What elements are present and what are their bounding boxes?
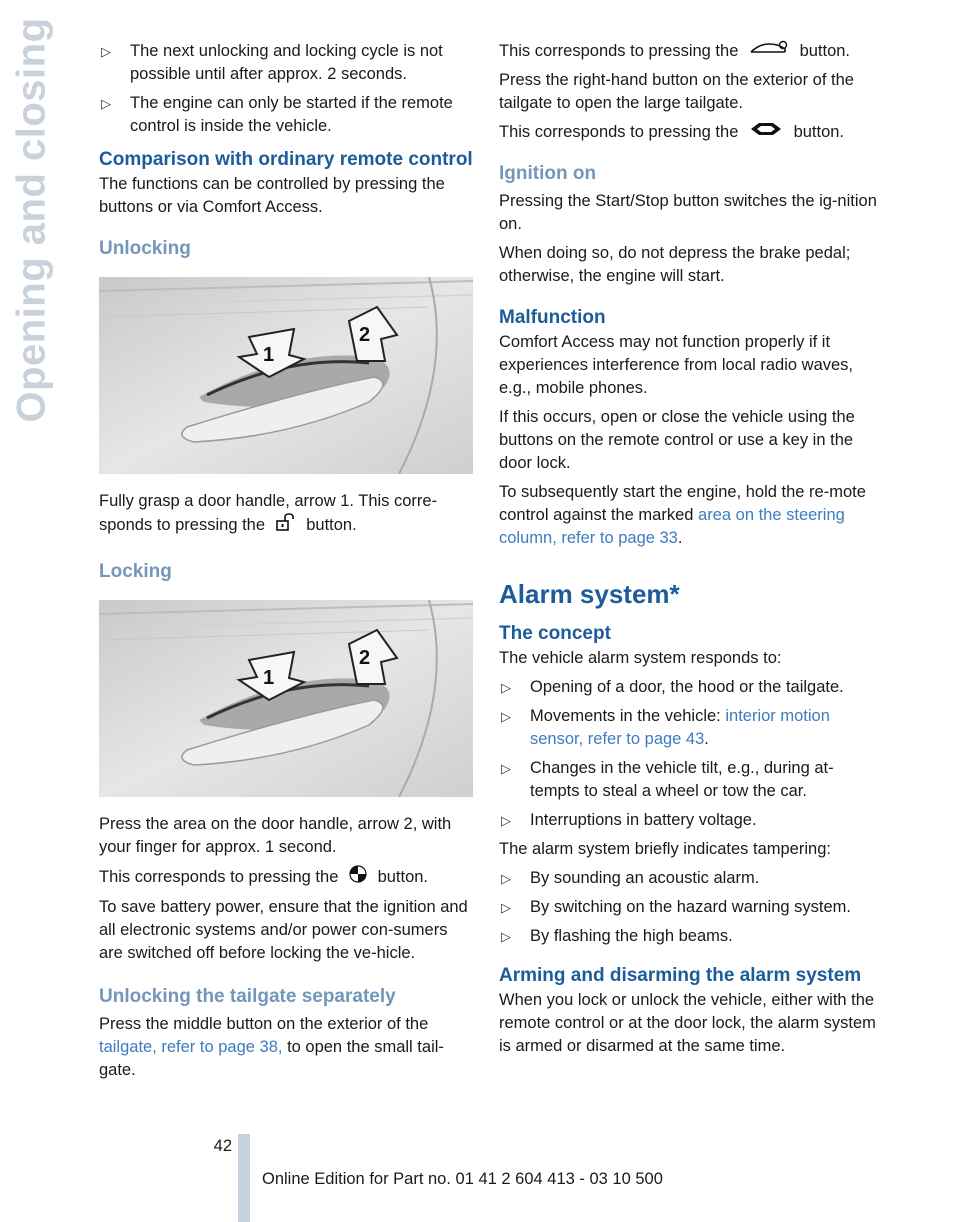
ignition-heading: Ignition on xyxy=(499,163,597,185)
top-bullet-list xyxy=(99,40,473,138)
right-column xyxy=(499,40,877,1064)
ignition-text-1: Pressing the Start/Stop button switches the ig-nition on. xyxy=(499,192,877,234)
footer-divider xyxy=(238,1134,250,1222)
locking-door-handle-image xyxy=(99,600,473,797)
large-tailgate-icon xyxy=(749,121,783,144)
malfunction-text-1: Comfort Access may not function properly if it experiences interference from local radio waves, e.g., mobile phones. xyxy=(499,333,854,398)
arrow-label-2: 2 xyxy=(359,647,371,669)
bullet-arrow-icon: ▷ xyxy=(501,929,511,945)
list-item: ▷ The next unlocking and locking cycle is not possible until after approx. 2 seconds. xyxy=(101,42,443,83)
tamper-intro: The alarm system briefly indicates tampering: xyxy=(499,840,831,859)
lock-button-icon xyxy=(349,865,367,890)
bullet-arrow-icon: ▷ xyxy=(101,44,111,59)
list-item: ▷ By flashing the high beams. xyxy=(499,925,877,948)
unlock-icon xyxy=(276,513,296,538)
corresponds-text-1: This corresponds to pressing the button. xyxy=(499,40,877,63)
ignition-text-2: When doing so, do not depress the brake pedal; otherwise, the engine will start. xyxy=(499,244,851,286)
concept-heading: The concept xyxy=(499,623,611,645)
bullet-arrow-icon: ▷ xyxy=(101,96,111,111)
locking-heading: Locking xyxy=(99,561,172,582)
bullet-arrow-icon: ▷ xyxy=(501,871,511,887)
alarm-system-heading: Alarm system* xyxy=(499,579,680,610)
arrow-label-2: 2 xyxy=(359,324,371,346)
malfunction-text-3: To subsequently start the engine, hold the re-mote control against the marked area on the steering column, refer to page 33. xyxy=(499,483,866,548)
battery-text: To save battery power, ensure that the ignition and all electronic systems and/or power con-sumers are switched off before locking the ve-hicle. xyxy=(99,898,468,962)
arrow-label-1: 1 xyxy=(263,667,275,689)
comparison-text: The functions can be controlled by pressing the buttons or via Comfort Access. xyxy=(99,175,445,216)
small-tailgate-icon xyxy=(749,40,789,63)
side-tab-title: Opening and closing xyxy=(9,17,54,423)
tamper-bullet-list xyxy=(499,867,877,948)
bullet-arrow-icon: ▷ xyxy=(501,761,511,777)
motion-sensor-page-link[interactable]: interior motion sensor, refer to page 43 xyxy=(530,707,830,749)
arrow-label-1: 1 xyxy=(263,344,275,366)
arming-text: When you lock or unlock the vehicle, either with the remote control or at the door lock, the alarm system is armed or disarmed at the same time. xyxy=(499,991,876,1056)
tailgate-text: Press the middle button on the exterior of the tailgate, refer to page 38, to open the small tail-gate. xyxy=(99,1015,444,1079)
unlocking-heading: Unlocking xyxy=(99,238,191,259)
unlocking-door-handle-image xyxy=(99,277,473,474)
list-item: ▷ Interruptions in battery voltage. xyxy=(499,809,877,832)
locking-text: Press the area on the door handle, arrow 2, with your finger for approx. 1 second. xyxy=(99,815,452,856)
concept-bullet-list xyxy=(499,676,877,832)
locking-corresponds-text: This corresponds to pressing the button. xyxy=(99,865,473,890)
footer-edition-text: Online Edition for Part no. 01 41 2 604 413 - 03 10 500 xyxy=(262,1170,663,1188)
concept-intro: The vehicle alarm system responds to: xyxy=(499,649,782,668)
malfunction-text-2: If this occurs, open or close the vehicle using the buttons on the remote control or use a key in the door lock. xyxy=(499,408,855,473)
list-item: ▷ Opening of a door, the hood or the tailgate. xyxy=(499,676,877,699)
arming-heading: Arming and disarming the alarm system xyxy=(499,965,862,987)
steering-column-page-link[interactable]: area on the steering column, refer to page 33 xyxy=(499,506,845,548)
unlocking-text: Fully grasp a door handle, arrow 1. This corre-sponds to pressing the button. xyxy=(99,490,473,538)
bullet-arrow-icon: ▷ xyxy=(501,709,511,725)
list-item: ▷ Movements in the vehicle: interior motion sensor, refer to page 43. xyxy=(501,707,830,749)
list-item: ▷ By switching on the hazard warning system. xyxy=(499,896,877,919)
tailgate-page-link[interactable]: tailgate, refer to page 38, xyxy=(99,1038,283,1056)
bullet-arrow-icon: ▷ xyxy=(501,680,511,696)
bullet-arrow-icon: ▷ xyxy=(501,813,511,829)
tailgate-heading: Unlocking the tailgate separately xyxy=(99,986,396,1007)
malfunction-heading: Malfunction xyxy=(499,307,606,329)
large-tailgate-text: Press the right-hand button on the exterior of the tailgate to open the large tailgate. xyxy=(499,71,854,113)
corresponds-text-2: This corresponds to pressing the button. xyxy=(499,121,877,144)
list-item: ▷ Changes in the vehicle tilt, e.g., during at-tempts to steal a wheel or tow the car. xyxy=(501,759,834,801)
list-item: ▷ By sounding an acoustic alarm. xyxy=(499,867,877,890)
side-tab xyxy=(0,17,64,423)
page-number: 42 xyxy=(213,1137,232,1155)
list-item: ▷ The engine can only be started if the remote control is inside the vehicle. xyxy=(101,94,453,135)
bullet-arrow-icon: ▷ xyxy=(501,900,511,916)
comparison-heading: Comparison with ordinary remote control xyxy=(99,149,473,170)
left-column xyxy=(99,40,473,1088)
